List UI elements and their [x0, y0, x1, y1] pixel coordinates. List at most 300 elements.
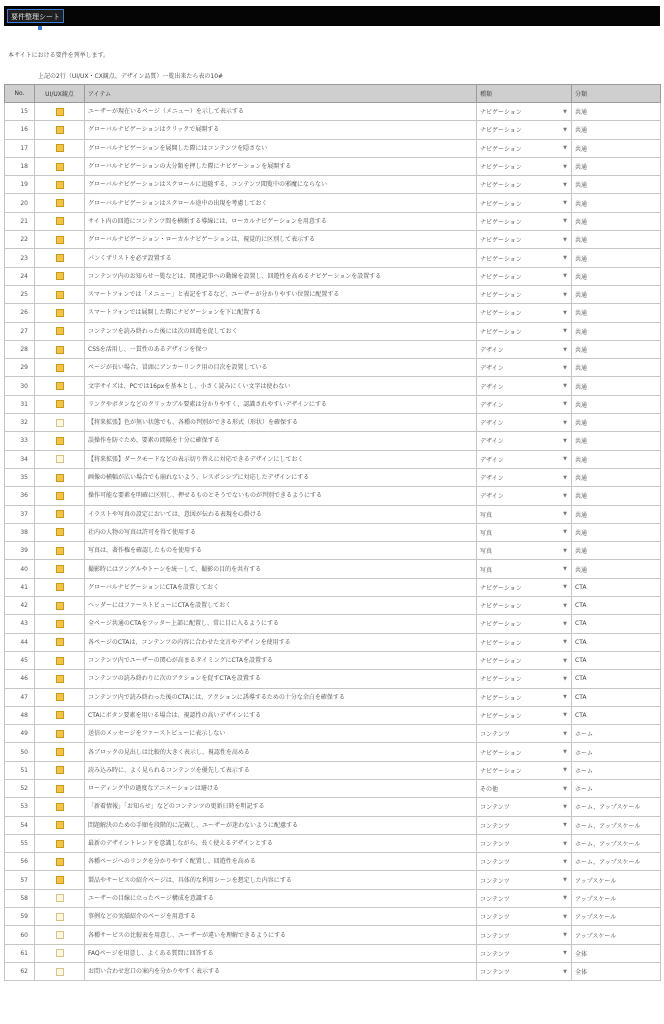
- checkbox-empty-icon[interactable]: [56, 931, 64, 939]
- class-cell[interactable]: 共通: [572, 139, 661, 157]
- chevron-down-icon[interactable]: ▼: [563, 456, 567, 463]
- type-dropdown[interactable]: [477, 779, 572, 797]
- row-number: 48: [5, 706, 35, 724]
- type-value: ナビゲーション: [480, 603, 522, 611]
- chevron-down-icon[interactable]: ▼: [563, 547, 567, 554]
- item-cell[interactable]: [85, 688, 477, 706]
- checkbox-checked-icon[interactable]: [56, 876, 64, 884]
- chevron-down-icon[interactable]: ▼: [563, 932, 567, 938]
- chevron-down-icon[interactable]: ▼: [563, 767, 567, 774]
- class-cell[interactable]: 共通: [572, 487, 661, 505]
- class-cell[interactable]: 全体: [572, 944, 661, 962]
- item-text: イラストや写真の設定においては、意図が伝わる表現を心掛ける: [88, 510, 262, 518]
- item-cell[interactable]: [85, 414, 477, 432]
- item-cell[interactable]: [85, 761, 477, 779]
- type-dropdown[interactable]: [477, 578, 572, 596]
- type-dropdown[interactable]: [477, 651, 572, 669]
- chevron-down-icon[interactable]: ▼: [563, 309, 567, 316]
- checkbox-checked-icon[interactable]: [56, 693, 64, 701]
- checkbox-checked-icon[interactable]: [56, 821, 64, 829]
- chevron-down-icon[interactable]: ▼: [563, 364, 567, 371]
- table-header-row: [5, 85, 661, 103]
- item-cell[interactable]: [85, 798, 477, 816]
- chevron-down-icon[interactable]: ▼: [563, 529, 567, 536]
- type-value: ナビゲーション: [480, 218, 522, 226]
- class-cell[interactable]: 共通: [572, 157, 661, 175]
- item-cell[interactable]: [85, 285, 477, 303]
- uiux-cell: [35, 834, 85, 852]
- type-dropdown[interactable]: [477, 798, 572, 816]
- type-dropdown[interactable]: [477, 377, 572, 395]
- class-cell[interactable]: 共通: [572, 212, 661, 230]
- class-cell[interactable]: ホーム: [572, 761, 661, 779]
- checkbox-checked-icon[interactable]: [56, 400, 64, 408]
- item-cell[interactable]: [85, 103, 477, 121]
- item-cell[interactable]: [85, 706, 477, 724]
- type-dropdown[interactable]: [477, 468, 572, 486]
- class-cell[interactable]: アップスケール: [572, 908, 661, 926]
- type-value: 写真: [480, 548, 493, 556]
- chevron-down-icon[interactable]: ▼: [563, 108, 567, 115]
- type-dropdown[interactable]: [477, 340, 572, 358]
- type-dropdown[interactable]: [477, 908, 572, 926]
- table-row: [5, 157, 661, 175]
- uiux-cell: [35, 615, 85, 633]
- checkbox-checked-icon[interactable]: [56, 364, 64, 372]
- checkbox-checked-icon[interactable]: [56, 108, 64, 116]
- table-row: [5, 231, 661, 249]
- item-cell[interactable]: [85, 505, 477, 523]
- chevron-down-icon[interactable]: ▼: [563, 895, 567, 902]
- header-item[interactable]: アイテム: [85, 85, 477, 103]
- checkbox-checked-icon[interactable]: [56, 766, 64, 774]
- chevron-down-icon[interactable]: ▼: [563, 803, 567, 810]
- item-cell[interactable]: [85, 139, 477, 157]
- type-value: ナビゲーション: [480, 109, 522, 117]
- item-cell[interactable]: [85, 304, 477, 322]
- class-cell[interactable]: 共通: [572, 432, 661, 450]
- type-dropdown[interactable]: [477, 285, 572, 303]
- type-dropdown[interactable]: [477, 597, 572, 615]
- item-text: 【将来拡張】ダークモードなどの表示切り替えに対応できるデザインにしておく: [88, 455, 304, 463]
- class-cell[interactable]: CTA: [572, 597, 661, 615]
- uiux-cell: [35, 121, 85, 139]
- item-cell[interactable]: [85, 725, 477, 743]
- checkbox-checked-icon[interactable]: [56, 785, 64, 793]
- class-cell[interactable]: 共通: [572, 523, 661, 541]
- checkbox-checked-icon[interactable]: [56, 730, 64, 738]
- type-value: ナビゲーション: [480, 658, 522, 666]
- item-cell[interactable]: [85, 779, 477, 797]
- checkbox-checked-icon[interactable]: [56, 254, 64, 262]
- type-dropdown[interactable]: [477, 670, 572, 688]
- item-cell[interactable]: [85, 212, 477, 230]
- chevron-down-icon[interactable]: ▼: [563, 126, 567, 133]
- checkbox-checked-icon[interactable]: [56, 199, 64, 207]
- type-dropdown[interactable]: [477, 432, 572, 450]
- uiux-cell: [35, 779, 85, 797]
- checkbox-checked-icon[interactable]: [56, 547, 64, 555]
- uiux-cell: [35, 395, 85, 413]
- header-class[interactable]: 分類: [572, 85, 661, 103]
- checkbox-checked-icon[interactable]: [56, 474, 64, 482]
- class-cell[interactable]: 共通: [572, 468, 661, 486]
- item-cell[interactable]: [85, 615, 477, 633]
- class-cell[interactable]: CTA: [572, 670, 661, 688]
- class-cell[interactable]: 共通: [572, 505, 661, 523]
- chevron-down-icon[interactable]: ▼: [563, 730, 567, 737]
- chevron-down-icon[interactable]: ▼: [563, 474, 567, 481]
- class-cell[interactable]: 共通: [572, 414, 661, 432]
- chevron-down-icon[interactable]: ▼: [563, 620, 567, 627]
- type-dropdown[interactable]: [477, 304, 572, 322]
- type-dropdown[interactable]: [477, 962, 572, 980]
- type-value: ナビゲーション: [480, 712, 522, 720]
- table-row: [5, 816, 661, 834]
- type-value: コンテンツ: [480, 914, 510, 922]
- item-text: グローバルナビゲーションの大分類を押した際にナビゲーションを展開する: [88, 163, 292, 171]
- uiux-cell: [35, 157, 85, 175]
- checkbox-checked-icon[interactable]: [56, 272, 64, 280]
- class-cell[interactable]: 共通: [572, 560, 661, 578]
- chevron-down-icon[interactable]: ▼: [563, 346, 567, 353]
- type-dropdown[interactable]: [477, 487, 572, 505]
- item-text: ヘッダーにはファーストビューにCTAを設置しておく: [88, 602, 232, 610]
- item-cell[interactable]: [85, 542, 477, 560]
- class-cell[interactable]: ホーム: [572, 743, 661, 761]
- type-value: ナビゲーション: [480, 255, 522, 263]
- type-dropdown[interactable]: [477, 560, 572, 578]
- class-cell[interactable]: CTA: [572, 651, 661, 669]
- item-cell[interactable]: [85, 176, 477, 194]
- table-row: [5, 359, 661, 377]
- type-dropdown[interactable]: [477, 212, 572, 230]
- uiux-cell: [35, 267, 85, 285]
- class-cell[interactable]: アップスケール: [572, 871, 661, 889]
- type-dropdown[interactable]: [477, 871, 572, 889]
- checkbox-checked-icon[interactable]: [56, 327, 64, 335]
- checkbox-checked-icon[interactable]: [56, 309, 64, 317]
- class-cell[interactable]: CTA: [572, 633, 661, 651]
- chevron-down-icon[interactable]: ▼: [563, 712, 567, 719]
- table-row: [5, 725, 661, 743]
- table-row: [5, 468, 661, 486]
- class-cell[interactable]: ホーム、アップスケール: [572, 798, 661, 816]
- type-dropdown[interactable]: [477, 834, 572, 852]
- class-cell[interactable]: CTA: [572, 578, 661, 596]
- item-cell[interactable]: [85, 359, 477, 377]
- class-cell[interactable]: 共通: [572, 340, 661, 358]
- row-number: 33: [5, 432, 35, 450]
- type-dropdown[interactable]: [477, 322, 572, 340]
- uiux-cell: [35, 194, 85, 212]
- chevron-down-icon[interactable]: ▼: [563, 749, 567, 756]
- class-cell[interactable]: 共通: [572, 395, 661, 413]
- type-dropdown[interactable]: [477, 725, 572, 743]
- type-value: ナビゲーション: [480, 694, 522, 702]
- item-cell[interactable]: [85, 487, 477, 505]
- chevron-down-icon[interactable]: ▼: [563, 328, 567, 335]
- chevron-down-icon[interactable]: ▼: [563, 694, 567, 701]
- type-dropdown[interactable]: [477, 139, 572, 157]
- type-dropdown[interactable]: [477, 706, 572, 724]
- chevron-down-icon[interactable]: ▼: [563, 255, 567, 262]
- class-cell[interactable]: ホーム、アップスケール: [572, 816, 661, 834]
- chevron-down-icon[interactable]: ▼: [563, 145, 567, 152]
- checkbox-checked-icon[interactable]: [56, 583, 64, 591]
- checkbox-empty-icon[interactable]: [56, 455, 64, 463]
- header-type[interactable]: 種類: [477, 85, 572, 103]
- checkbox-checked-icon[interactable]: [56, 803, 64, 811]
- row-number: 25: [5, 285, 35, 303]
- item-cell[interactable]: [85, 468, 477, 486]
- type-value: ナビゲーション: [480, 127, 522, 135]
- row-number: 47: [5, 688, 35, 706]
- class-cell[interactable]: 共通: [572, 359, 661, 377]
- chevron-down-icon[interactable]: ▼: [563, 968, 567, 975]
- row-number: 62: [5, 962, 35, 980]
- type-dropdown[interactable]: [477, 176, 572, 194]
- class-cell[interactable]: アップスケール: [572, 889, 661, 907]
- chevron-down-icon[interactable]: ▼: [563, 273, 567, 280]
- class-cell[interactable]: 共通: [572, 121, 661, 139]
- type-dropdown[interactable]: [477, 926, 572, 944]
- item-cell[interactable]: [85, 377, 477, 395]
- class-cell[interactable]: 全体: [572, 962, 661, 980]
- table-row: [5, 395, 661, 413]
- row-number: 51: [5, 761, 35, 779]
- chevron-down-icon[interactable]: ▼: [563, 822, 567, 829]
- type-dropdown[interactable]: [477, 103, 572, 121]
- chevron-down-icon[interactable]: ▼: [563, 858, 567, 865]
- class-cell[interactable]: 共通: [572, 304, 661, 322]
- row-number: 58: [5, 889, 35, 907]
- type-dropdown[interactable]: [477, 231, 572, 249]
- chevron-down-icon[interactable]: ▼: [563, 840, 567, 847]
- header-uiux[interactable]: UI/UX観点: [35, 85, 85, 103]
- class-cell[interactable]: 共通: [572, 249, 661, 267]
- checkbox-checked-icon[interactable]: [56, 840, 64, 848]
- checkbox-checked-icon[interactable]: [56, 711, 64, 719]
- item-cell[interactable]: [85, 157, 477, 175]
- checkbox-checked-icon[interactable]: [56, 291, 64, 299]
- item-cell[interactable]: [85, 340, 477, 358]
- checkbox-checked-icon[interactable]: [56, 858, 64, 866]
- checkbox-checked-icon[interactable]: [56, 528, 64, 536]
- row-number: 60: [5, 926, 35, 944]
- chevron-down-icon[interactable]: ▼: [563, 602, 567, 609]
- checkbox-checked-icon[interactable]: [56, 346, 64, 354]
- checkbox-checked-icon[interactable]: [56, 181, 64, 189]
- checkbox-empty-icon[interactable]: [56, 419, 64, 427]
- item-cell[interactable]: [85, 944, 477, 962]
- checkbox-checked-icon[interactable]: [56, 144, 64, 152]
- type-dropdown[interactable]: [477, 944, 572, 962]
- checkbox-empty-icon[interactable]: [56, 913, 64, 921]
- checkbox-checked-icon[interactable]: [56, 437, 64, 445]
- checkbox-checked-icon[interactable]: [56, 565, 64, 573]
- checkbox-checked-icon[interactable]: [56, 675, 64, 683]
- checkbox-checked-icon[interactable]: [56, 620, 64, 628]
- item-cell[interactable]: [85, 743, 477, 761]
- type-dropdown[interactable]: [477, 853, 572, 871]
- chevron-down-icon[interactable]: ▼: [563, 419, 567, 426]
- item-text: 【将来拡張】色が無い状態でも、各種の判別ができる形式（形状）を確保する: [88, 419, 299, 427]
- checkbox-checked-icon[interactable]: [56, 638, 64, 646]
- item-cell[interactable]: [85, 395, 477, 413]
- header-no[interactable]: No.: [5, 85, 35, 103]
- item-cell[interactable]: [85, 926, 477, 944]
- checkbox-checked-icon[interactable]: [56, 217, 64, 225]
- type-dropdown[interactable]: [477, 761, 572, 779]
- row-number: 49: [5, 725, 35, 743]
- item-cell[interactable]: [85, 121, 477, 139]
- type-dropdown[interactable]: [477, 889, 572, 907]
- item-cell[interactable]: [85, 670, 477, 688]
- class-cell[interactable]: 共通: [572, 176, 661, 194]
- type-dropdown[interactable]: [477, 194, 572, 212]
- class-cell[interactable]: ホーム: [572, 779, 661, 797]
- chevron-down-icon[interactable]: ▼: [563, 492, 567, 499]
- chevron-down-icon[interactable]: ▼: [563, 291, 567, 298]
- row-number: 35: [5, 468, 35, 486]
- row-number: 20: [5, 194, 35, 212]
- class-cell[interactable]: 共通: [572, 103, 661, 121]
- type-dropdown[interactable]: [477, 688, 572, 706]
- type-value: ナビゲーション: [480, 145, 522, 153]
- class-cell[interactable]: CTA: [572, 688, 661, 706]
- type-dropdown[interactable]: [477, 249, 572, 267]
- chevron-down-icon[interactable]: ▼: [563, 584, 567, 591]
- item-cell[interactable]: [85, 651, 477, 669]
- item-cell[interactable]: [85, 871, 477, 889]
- chevron-down-icon[interactable]: ▼: [563, 511, 567, 518]
- class-cell[interactable]: 共通: [572, 285, 661, 303]
- type-dropdown[interactable]: [477, 633, 572, 651]
- chevron-down-icon[interactable]: ▼: [563, 950, 567, 957]
- type-dropdown[interactable]: [477, 615, 572, 633]
- type-dropdown[interactable]: [477, 743, 572, 761]
- item-cell[interactable]: [85, 889, 477, 907]
- type-dropdown[interactable]: [477, 267, 572, 285]
- row-number: 55: [5, 834, 35, 852]
- checkbox-checked-icon[interactable]: [56, 492, 64, 500]
- class-cell[interactable]: 共通: [572, 450, 661, 468]
- chevron-down-icon[interactable]: ▼: [563, 877, 567, 884]
- checkbox-empty-icon[interactable]: [56, 894, 64, 902]
- checkbox-checked-icon[interactable]: [56, 602, 64, 610]
- chevron-down-icon[interactable]: ▼: [563, 639, 567, 646]
- sheet-title[interactable]: 要件整理シート: [7, 9, 64, 23]
- chevron-down-icon[interactable]: ▼: [563, 437, 567, 444]
- table-row: [5, 103, 661, 121]
- item-cell[interactable]: [85, 597, 477, 615]
- checkbox-checked-icon[interactable]: [56, 163, 64, 171]
- class-cell[interactable]: ホーム、アップスケール: [572, 834, 661, 852]
- item-cell[interactable]: [85, 816, 477, 834]
- chevron-down-icon[interactable]: ▼: [563, 383, 567, 390]
- class-cell[interactable]: CTA: [572, 615, 661, 633]
- checkbox-checked-icon[interactable]: [56, 748, 64, 756]
- checkbox-empty-icon[interactable]: [56, 968, 64, 976]
- item-cell[interactable]: [85, 853, 477, 871]
- item-cell[interactable]: [85, 267, 477, 285]
- type-value: コンテンツ: [480, 859, 510, 867]
- type-dropdown[interactable]: [477, 816, 572, 834]
- item-cell[interactable]: [85, 450, 477, 468]
- item-cell[interactable]: [85, 322, 477, 340]
- chevron-down-icon[interactable]: ▼: [563, 218, 567, 225]
- type-dropdown[interactable]: [477, 121, 572, 139]
- item-cell[interactable]: [85, 834, 477, 852]
- chevron-down-icon[interactable]: ▼: [563, 657, 567, 664]
- item-cell[interactable]: [85, 962, 477, 980]
- table-row: [5, 285, 661, 303]
- checkbox-checked-icon[interactable]: [56, 382, 64, 390]
- type-dropdown[interactable]: [477, 505, 572, 523]
- class-cell[interactable]: 共通: [572, 377, 661, 395]
- class-cell[interactable]: ホーム: [572, 725, 661, 743]
- checkbox-empty-icon[interactable]: [56, 949, 64, 957]
- class-cell[interactable]: ホーム、アップスケール: [572, 853, 661, 871]
- class-cell[interactable]: 共通: [572, 542, 661, 560]
- type-dropdown[interactable]: [477, 395, 572, 413]
- item-cell[interactable]: [85, 194, 477, 212]
- chevron-down-icon[interactable]: ▼: [563, 236, 567, 243]
- chevron-down-icon[interactable]: ▼: [563, 566, 567, 573]
- uiux-cell: [35, 706, 85, 724]
- item-cell[interactable]: [85, 578, 477, 596]
- item-cell[interactable]: [85, 523, 477, 541]
- class-cell[interactable]: 共通: [572, 194, 661, 212]
- chevron-down-icon[interactable]: ▼: [563, 401, 567, 408]
- item-cell[interactable]: [85, 633, 477, 651]
- item-cell[interactable]: [85, 231, 477, 249]
- class-cell[interactable]: 共通: [572, 231, 661, 249]
- checkbox-checked-icon[interactable]: [56, 657, 64, 665]
- chevron-down-icon[interactable]: ▼: [563, 163, 567, 170]
- class-cell[interactable]: CTA: [572, 706, 661, 724]
- type-dropdown[interactable]: [477, 157, 572, 175]
- row-number: 24: [5, 267, 35, 285]
- type-dropdown[interactable]: [477, 414, 572, 432]
- checkbox-checked-icon[interactable]: [56, 126, 64, 134]
- item-cell[interactable]: [85, 908, 477, 926]
- class-cell[interactable]: 共通: [572, 267, 661, 285]
- item-cell[interactable]: [85, 249, 477, 267]
- checkbox-checked-icon[interactable]: [56, 510, 64, 518]
- type-dropdown[interactable]: [477, 359, 572, 377]
- row-number: 61: [5, 944, 35, 962]
- class-cell[interactable]: 共通: [572, 322, 661, 340]
- chevron-down-icon[interactable]: ▼: [563, 785, 567, 792]
- type-dropdown[interactable]: [477, 523, 572, 541]
- chevron-down-icon[interactable]: ▼: [563, 913, 567, 920]
- table-row: [5, 505, 661, 523]
- chevron-down-icon[interactable]: ▼: [563, 200, 567, 207]
- item-text: グローバルナビゲーションはスクロール途中の出現を考慮しておく: [88, 199, 268, 207]
- checkbox-checked-icon[interactable]: [56, 236, 64, 244]
- type-value: デザイン: [480, 401, 504, 409]
- item-cell[interactable]: [85, 432, 477, 450]
- chevron-down-icon[interactable]: ▼: [563, 181, 567, 188]
- type-dropdown[interactable]: [477, 450, 572, 468]
- chevron-down-icon[interactable]: ▼: [563, 675, 567, 682]
- selection-handle[interactable]: [38, 26, 42, 30]
- class-cell[interactable]: アップスケール: [572, 926, 661, 944]
- type-dropdown[interactable]: [477, 542, 572, 560]
- item-cell[interactable]: [85, 560, 477, 578]
